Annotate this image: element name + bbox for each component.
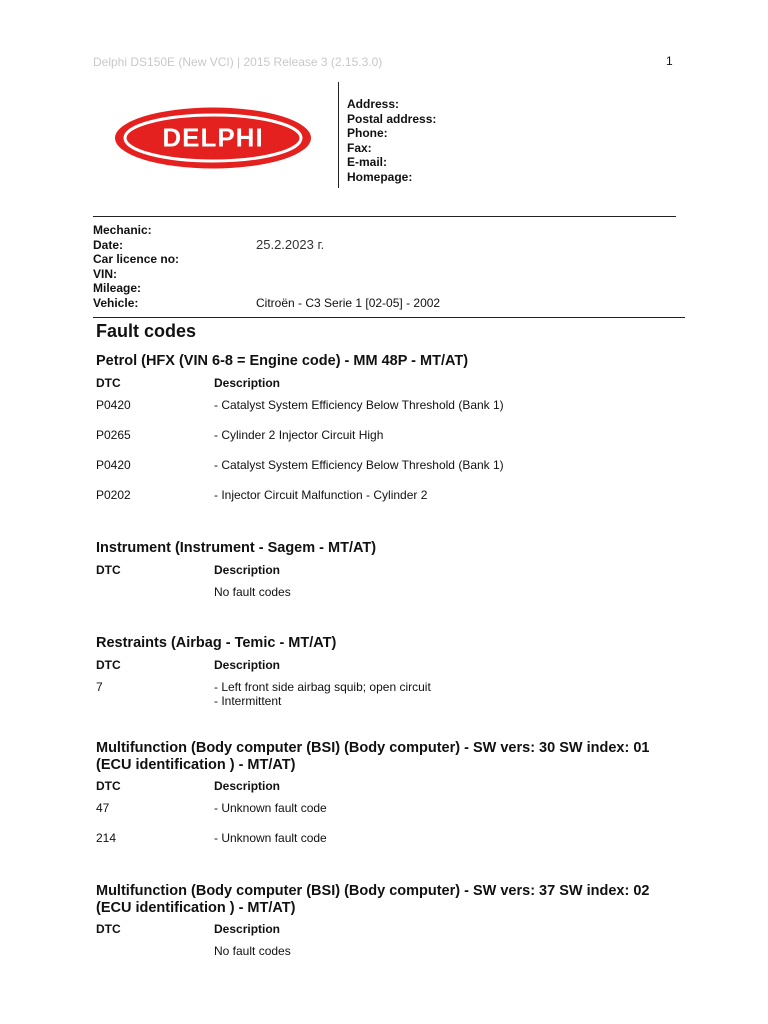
header-divider xyxy=(338,82,339,188)
module-title: Petrol (HFX (VIN 6-8 = Engine code) - MM 48P - MT/AT) xyxy=(96,353,469,369)
divider-top xyxy=(93,216,676,217)
fault-code xyxy=(96,585,214,600)
description-header: Description xyxy=(214,922,281,936)
fault-row xyxy=(96,488,686,503)
fault-row xyxy=(96,944,686,959)
module-title: Instrument (Instrument - Sagem - MT/AT) xyxy=(96,540,377,556)
column-headers xyxy=(96,376,686,390)
dtc-header: DTC xyxy=(96,657,121,672)
vin-row xyxy=(93,267,440,282)
licence-label: Car licence no: xyxy=(93,252,180,267)
mechanic-label: Mechanic: xyxy=(93,223,152,237)
address-label: Address: xyxy=(347,97,400,111)
postal-address-label: Postal address: xyxy=(347,111,437,126)
fault-description: - Unknown fault code xyxy=(214,831,327,845)
vin-label: VIN: xyxy=(93,266,117,281)
logo-text: DELPHI xyxy=(162,122,264,153)
fault-description: - Catalyst System Efficiency Below Threshold (Bank 1) xyxy=(214,457,504,472)
phone-label: Phone: xyxy=(347,126,388,140)
dtc-header: DTC xyxy=(96,922,121,936)
vehicle-label: Vehicle: xyxy=(93,295,139,310)
fault-row xyxy=(96,428,686,443)
vehicle-info xyxy=(93,223,440,311)
description-header: Description xyxy=(214,657,281,672)
fault-description: - Left front side airbag squib; open circuit - Intermittent xyxy=(214,679,431,708)
email-label: E-mail: xyxy=(347,155,388,169)
fault-code: 214 xyxy=(96,831,117,845)
fault-code: P0420 xyxy=(96,457,131,472)
date-value: 25.2.2023 г. xyxy=(256,236,325,252)
date-row xyxy=(93,238,440,253)
module-title: Multifunction (Body computer (BSI) (Body computer) - SW vers: 37 SW index: 02 (ECU identification ) - MT/AT) xyxy=(96,883,650,916)
column-headers xyxy=(96,658,686,672)
mileage-label: Mileage: xyxy=(93,281,142,296)
licence-row xyxy=(93,252,440,267)
fault-description: - Unknown fault code xyxy=(214,801,327,815)
fault-row xyxy=(96,398,686,413)
module-petrol xyxy=(96,353,686,502)
fault-row xyxy=(96,585,686,600)
fault-code: P0265 xyxy=(96,427,131,442)
column-headers xyxy=(96,779,686,793)
fault-row xyxy=(96,458,686,473)
module-instrument xyxy=(96,540,686,599)
fault-description: No fault codes xyxy=(214,944,291,958)
fault-description: - Cylinder 2 Injector Circuit High xyxy=(214,427,384,442)
fault-code: P0420 xyxy=(96,397,131,412)
fault-row xyxy=(96,801,686,816)
module-title: Restraints (Airbag - Temic - MT/AT) xyxy=(96,635,337,651)
fault-code: 7 xyxy=(96,679,103,694)
description-header: Description xyxy=(214,562,281,577)
fault-code: 47 xyxy=(96,801,110,815)
page-number: 1 xyxy=(666,54,673,68)
column-headers xyxy=(96,922,686,936)
column-headers xyxy=(96,563,686,577)
module-title: Multifunction (Body computer (BSI) (Body computer) - SW vers: 30 SW index: 01 (ECU identification ) - MT/AT) xyxy=(96,740,650,773)
divider-bottom xyxy=(93,317,685,318)
mileage-row xyxy=(93,281,440,296)
vehicle-value: Citroën - C3 Serie 1 [02-05] - 2002 xyxy=(256,295,441,310)
fault-code: P0202 xyxy=(96,487,131,502)
fax-label: Fax: xyxy=(347,140,372,155)
description-header: Description xyxy=(214,375,281,390)
module-multifunction-1 xyxy=(96,740,686,846)
module-restraints xyxy=(96,635,686,709)
section-title: Fault codes xyxy=(96,321,197,341)
contact-block xyxy=(347,97,436,184)
fault-description: No fault codes xyxy=(214,584,291,599)
fault-code xyxy=(96,944,214,959)
mechanic-row xyxy=(93,223,440,238)
fault-row xyxy=(96,680,686,709)
description-header: Description xyxy=(214,779,281,793)
dtc-header: DTC xyxy=(96,375,121,390)
fault-row xyxy=(96,831,686,846)
dtc-header: DTC xyxy=(96,779,121,793)
fault-description: - Injector Circuit Malfunction - Cylinder 2 xyxy=(214,487,428,502)
date-label: Date: xyxy=(93,237,124,252)
fault-description: - Catalyst System Efficiency Below Threshold (Bank 1) xyxy=(214,397,504,412)
delphi-logo xyxy=(114,107,312,169)
header-line: Delphi DS150E (New VCI) | 2015 Release 3 (2.15.3.0) xyxy=(93,55,383,69)
module-multifunction-2 xyxy=(96,883,686,959)
dtc-header: DTC xyxy=(96,562,121,577)
vehicle-row xyxy=(93,296,440,311)
homepage-label: Homepage: xyxy=(347,169,413,184)
